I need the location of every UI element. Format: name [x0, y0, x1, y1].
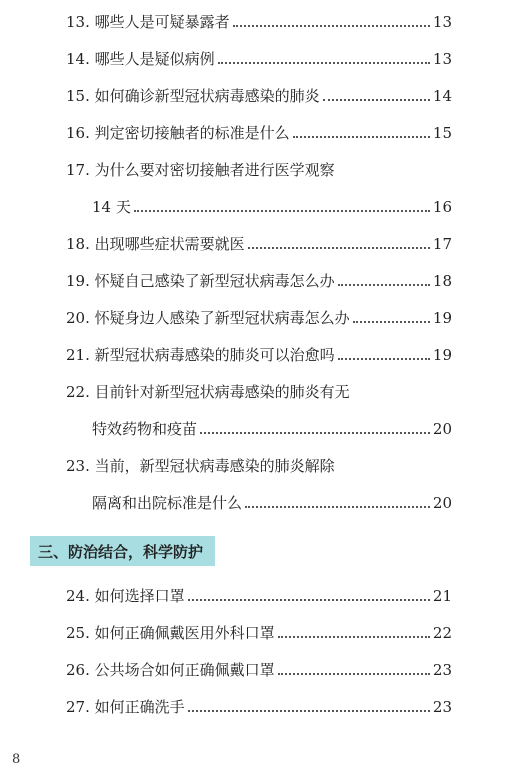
toc-entry-title-cont: 14 天 [92, 198, 131, 216]
dot-leader [188, 598, 430, 601]
dot-leader [278, 672, 430, 675]
dot-leader [338, 283, 430, 286]
toc-entry[interactable] [66, 341, 452, 365]
toc-entry-title: 14. 哪些人是疑似病例 [66, 50, 215, 68]
dot-leader [248, 246, 430, 249]
toc-entry-title: 13. 哪些人是可疑暴露者 [66, 13, 230, 31]
toc-entry-page: 16 [432, 198, 452, 216]
toc-entry-title: 23. 当前，新型冠状病毒感染的肺炎解除 [66, 457, 335, 475]
toc-entry-page: 20 [432, 494, 452, 512]
dot-leader [134, 209, 430, 212]
toc-entry-page: 23 [432, 661, 452, 679]
toc-entry[interactable] [66, 267, 452, 291]
toc-entry-title: 25. 如何正确佩戴医用外科口罩 [66, 624, 275, 642]
toc-entry-title: 18. 出现哪些症状需要就医 [66, 235, 245, 253]
toc-entry-page: 21 [432, 587, 452, 605]
toc-entry-title-cont: 特效药物和疫苗 [92, 420, 198, 438]
toc-entry[interactable] [66, 119, 452, 143]
toc-entry-page: 18 [432, 272, 452, 290]
toc-entry[interactable] [66, 378, 452, 402]
toc-entry[interactable] [66, 582, 452, 606]
dot-leader [188, 709, 430, 712]
dot-leader [353, 320, 430, 323]
toc-entry[interactable] [66, 82, 452, 106]
toc-entry-continuation[interactable] [92, 415, 452, 439]
toc-entry-page: 23 [432, 698, 452, 716]
dot-leader [245, 505, 430, 508]
toc-entry[interactable] [66, 656, 452, 680]
toc-entry-title-cont: 隔离和出院标准是什么 [92, 494, 243, 512]
toc-entry[interactable] [66, 693, 452, 717]
toc-entry-page: 13 [432, 50, 452, 68]
toc-entry-title: 24. 如何选择口罩 [66, 587, 185, 605]
toc-entry[interactable] [66, 230, 452, 254]
toc-entry-title: 20. 怀疑身边人感染了新型冠状病毒怎么办 [66, 309, 350, 327]
toc-entry-title: 27. 如何正确洗手 [66, 698, 185, 716]
section-heading: 三、防治结合，科学防护 [30, 536, 215, 566]
dot-leader [200, 431, 430, 434]
dot-leader [323, 98, 430, 101]
toc-entry[interactable] [66, 156, 452, 180]
toc-entry-title: 19. 怀疑自己感染了新型冠状病毒怎么办 [66, 272, 335, 290]
toc-entry-page: 17 [432, 235, 452, 253]
dot-leader [218, 61, 430, 64]
toc-entry-title: 17. 为什么要对密切接触者进行医学观察 [66, 161, 335, 179]
toc-entry-continuation[interactable] [92, 489, 452, 513]
toc-entry[interactable] [66, 304, 452, 328]
toc-entry[interactable] [66, 619, 452, 643]
toc-entry-page: 15 [432, 124, 452, 142]
toc-entry-page: 13 [432, 13, 452, 31]
dot-leader [233, 24, 430, 27]
toc-entry[interactable] [66, 452, 452, 476]
dot-leader [278, 635, 430, 638]
dot-leader [338, 357, 430, 360]
toc-entry-page: 22 [432, 624, 452, 642]
toc-entry-page: 19 [432, 346, 452, 364]
toc-entry-continuation[interactable] [92, 193, 452, 217]
page-number: 8 [12, 752, 21, 767]
toc-entry-title: 16. 判定密切接触者的标准是什么 [66, 124, 290, 142]
toc-entry-page: 14 [432, 87, 452, 105]
toc-entry-title: 15. 如何确诊新型冠状病毒感染的肺炎 [66, 87, 320, 105]
toc-entry-title: 21. 新型冠状病毒感染的肺炎可以治愈吗 [66, 346, 335, 364]
toc-entry-page: 19 [432, 309, 452, 327]
toc-entry-title: 26. 公共场合如何正确佩戴口罩 [66, 661, 275, 679]
dot-leader [293, 135, 430, 138]
toc-entry[interactable] [66, 8, 452, 32]
toc-entry[interactable] [66, 45, 452, 69]
toc-entry-title: 22. 目前针对新型冠状病毒感染的肺炎有无 [66, 383, 350, 401]
toc-entry-page: 20 [432, 420, 452, 438]
